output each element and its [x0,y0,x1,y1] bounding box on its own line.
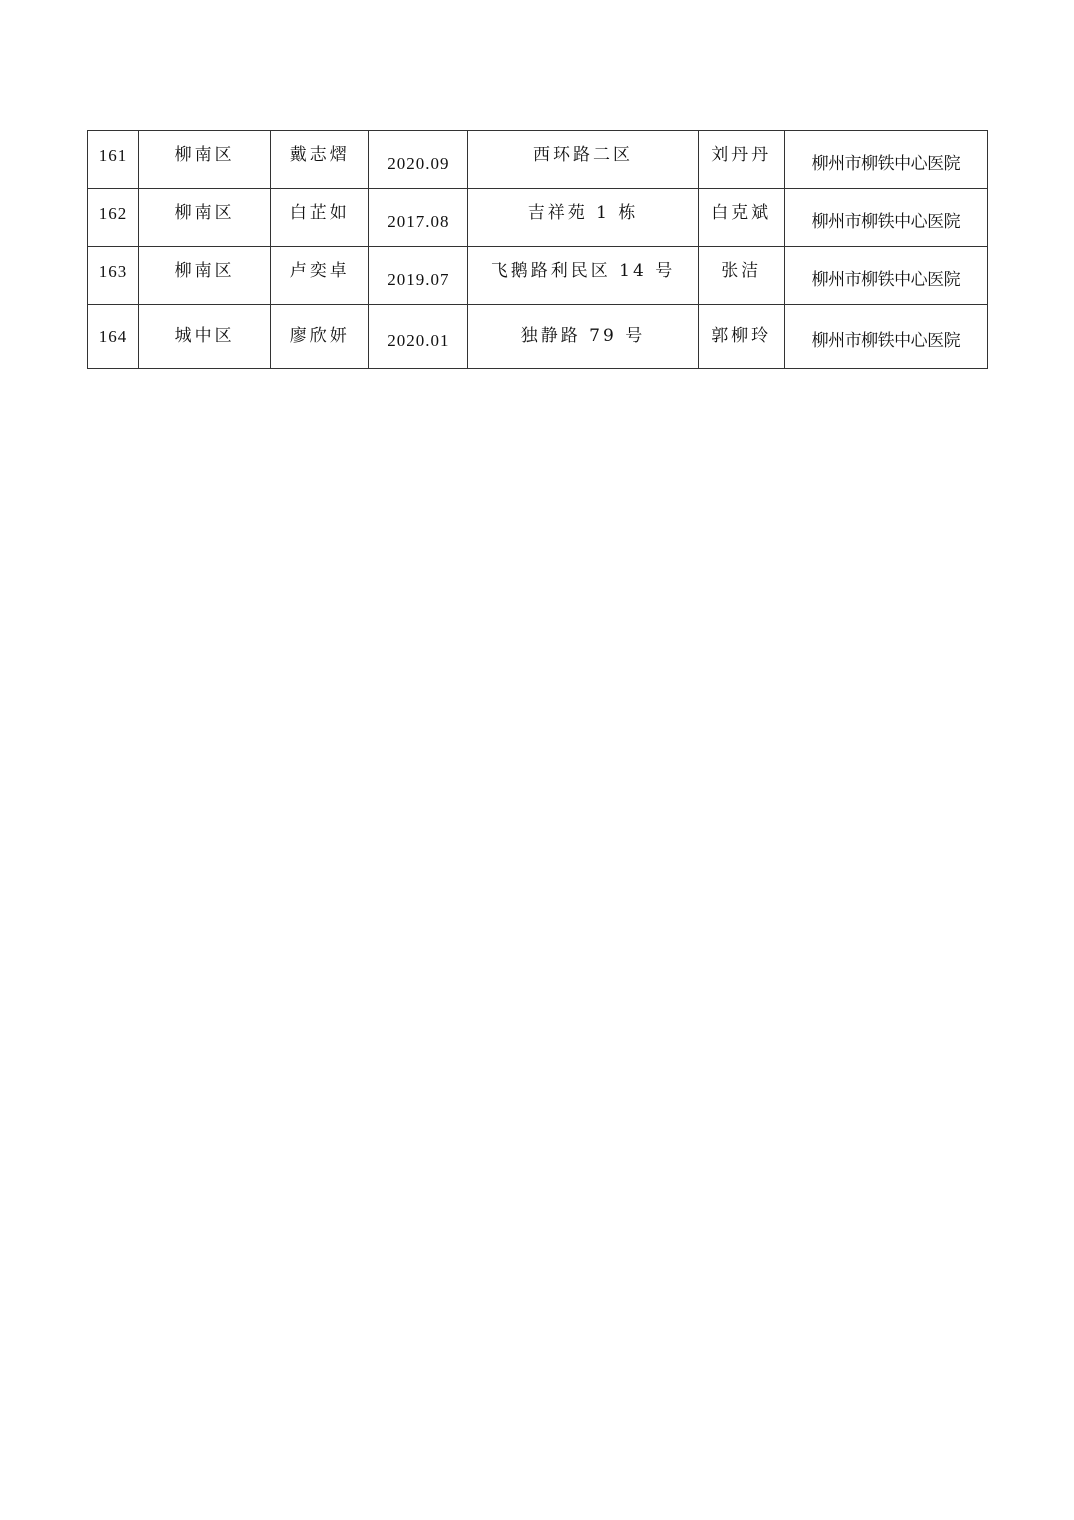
cell-number: 161 [88,131,139,189]
cell-doctor: 郭柳玲 [698,305,784,369]
records-table [87,130,988,369]
table-row [88,131,988,189]
cell-address: 飞鹅路利民区 14 号 [468,247,698,305]
cell-address: 独静路 79 号 [468,305,698,369]
cell-hospital: 柳州市柳铁中心医院 [784,247,987,305]
cell-doctor: 白克斌 [698,189,784,247]
cell-number: 164 [88,305,139,369]
cell-hospital: 柳州市柳铁中心医院 [784,305,987,369]
cell-hospital: 柳州市柳铁中心医院 [784,131,987,189]
cell-district: 柳南区 [139,247,271,305]
cell-address: 西环路二区 [468,131,698,189]
cell-name: 廖欣妍 [271,305,369,369]
cell-date: 2019.07 [369,247,468,305]
cell-doctor: 张洁 [698,247,784,305]
cell-doctor: 刘丹丹 [698,131,784,189]
cell-name: 卢奕卓 [271,247,369,305]
cell-district: 柳南区 [139,189,271,247]
cell-number: 162 [88,189,139,247]
cell-name: 戴志熠 [271,131,369,189]
cell-name: 白芷如 [271,189,369,247]
cell-number: 163 [88,247,139,305]
table-row [88,305,988,369]
cell-address: 吉祥苑 1 栋 [468,189,698,247]
cell-district: 城中区 [139,305,271,369]
cell-district: 柳南区 [139,131,271,189]
table-row [88,247,988,305]
cell-date: 2020.01 [369,305,468,369]
cell-date: 2017.08 [369,189,468,247]
table-row [88,189,988,247]
cell-date: 2020.09 [369,131,468,189]
cell-hospital: 柳州市柳铁中心医院 [784,189,987,247]
